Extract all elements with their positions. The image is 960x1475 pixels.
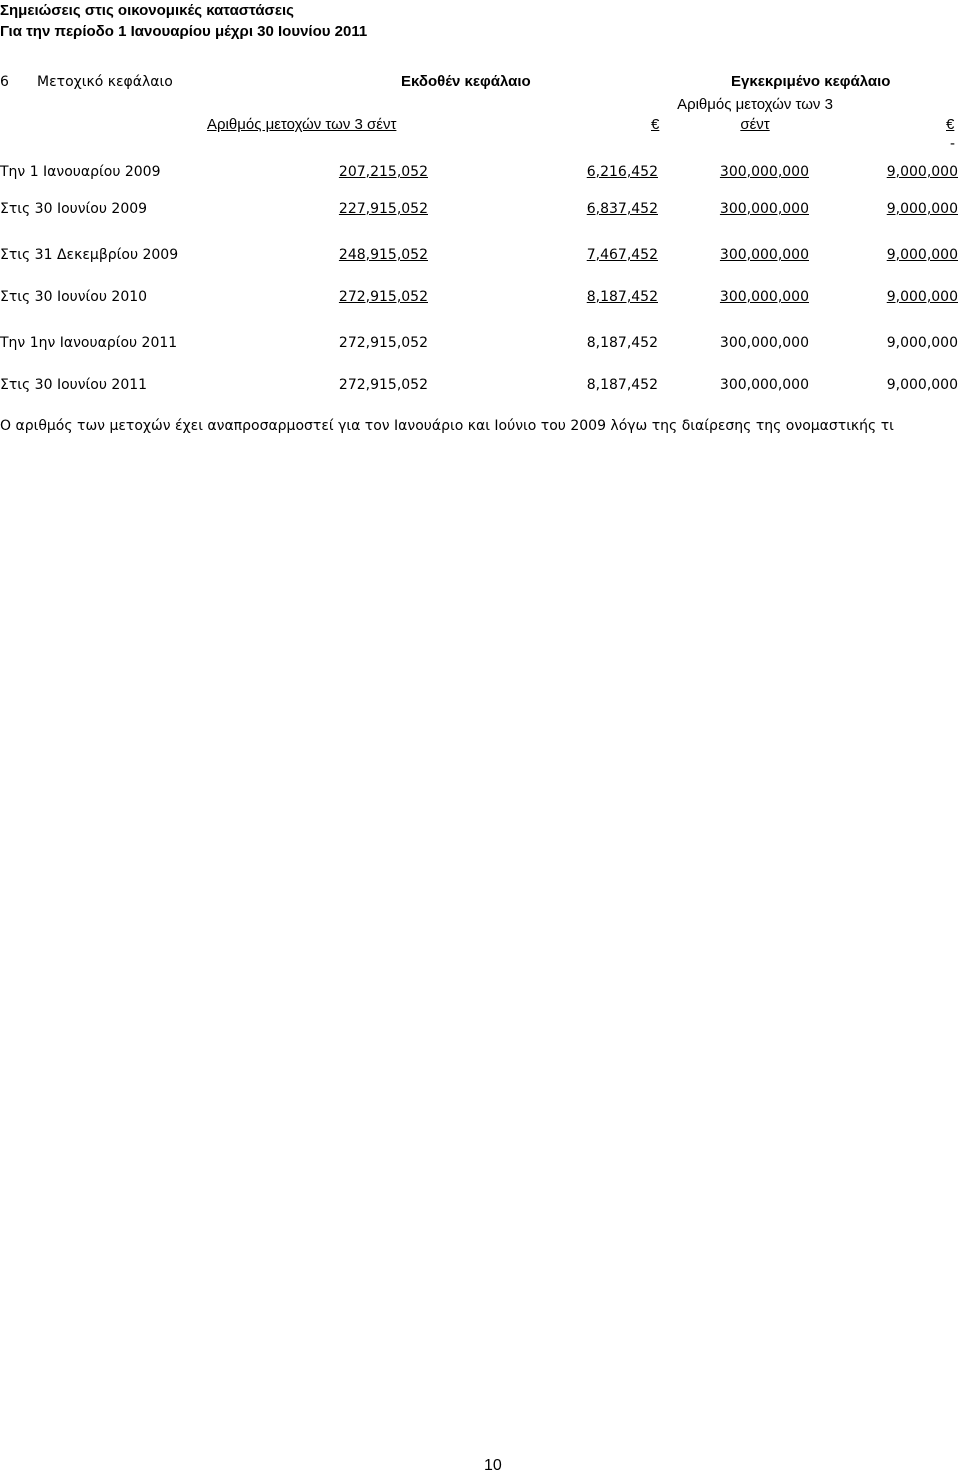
col-issued-eur-header: €	[651, 116, 660, 133]
table-row	[0, 377, 960, 397]
table-row	[0, 335, 960, 355]
auth-shares-value: 300,000,000	[719, 377, 809, 393]
issued-eur-value: 8,187,452	[586, 289, 658, 305]
issued-eur-value: 8,187,452	[586, 335, 658, 351]
auth-shares-value: 300,000,000	[719, 201, 809, 217]
issued-eur-value: 8,187,452	[586, 377, 658, 393]
issued-capital-heading: Εκδοθέν κεφάλαιο	[401, 73, 531, 90]
auth-eur-value: 9,000,000	[886, 289, 958, 305]
row-label: Στις 30 Ιουνίου 2010	[0, 289, 148, 305]
table-row	[0, 201, 960, 221]
note-name: Μετοχικό κεφάλαιο	[37, 74, 173, 90]
issued-eur-value: 7,467,452	[586, 247, 658, 263]
col-auth-shares-header-line2: σέντ	[740, 116, 770, 133]
table-row	[0, 247, 960, 267]
issued-eur-value: 6,837,452	[586, 201, 658, 217]
document-subtitle: Για την περίοδο 1 Ιανουαρίου μέχρι 30 Ιουνίου 2011	[0, 23, 368, 40]
footnote: Ο αριθμός των μετοχών έχει αναπροσαρμοστεί για τον Ιανουάριο και Ιούνιο του 2009 λόγω της διαίρεσης της ονομαστικής τι	[0, 418, 894, 434]
col-issued-shares-header: Αριθμός μετοχών των 3 σέντ	[207, 116, 397, 133]
issued-shares-value: 272,915,052	[338, 335, 428, 351]
col-auth-shares-header-line1: Αριθμός μετοχών των 3	[677, 96, 833, 113]
auth-eur-value: 9,000,000	[886, 247, 958, 263]
issued-shares-value: 248,915,052	[338, 247, 428, 263]
issued-shares-value: 207,215,052	[338, 164, 428, 180]
note-number: 6	[0, 74, 9, 90]
auth-eur-value: 9,000,000	[886, 335, 958, 351]
row-label: Στις 31 Δεκεμβρίου 2009	[0, 247, 179, 263]
auth-eur-value: 9,000,000	[886, 377, 958, 393]
auth-eur-value: 9,000,000	[886, 164, 958, 180]
authorized-capital-heading: Εγκεκριμένο κεφάλαιο	[731, 73, 891, 90]
auth-shares-value: 300,000,000	[719, 289, 809, 305]
dash-mark: -	[950, 135, 955, 152]
row-label: Στις 30 Ιουνίου 2009	[0, 201, 148, 217]
row-label: Στις 30 Ιουνίου 2011	[0, 377, 148, 393]
issued-eur-value: 6,216,452	[586, 164, 658, 180]
auth-shares-value: 300,000,000	[719, 247, 809, 263]
auth-eur-value: 9,000,000	[886, 201, 958, 217]
table-row	[0, 164, 960, 184]
row-label: Την 1 Ιανουαρίου 2009	[0, 164, 161, 180]
table-row	[0, 289, 960, 309]
issued-shares-value: 272,915,052	[338, 377, 428, 393]
issued-shares-value: 272,915,052	[338, 289, 428, 305]
row-label: Την 1ην Ιανουαρίου 2011	[0, 335, 178, 351]
auth-shares-value: 300,000,000	[719, 164, 809, 180]
col-auth-eur-header: €	[946, 116, 955, 133]
issued-shares-value: 227,915,052	[338, 201, 428, 217]
auth-shares-value: 300,000,000	[719, 335, 809, 351]
page-number: 10	[484, 1457, 502, 1474]
document-title: Σημειώσεις στις οικονομικές καταστάσεις	[0, 2, 294, 19]
